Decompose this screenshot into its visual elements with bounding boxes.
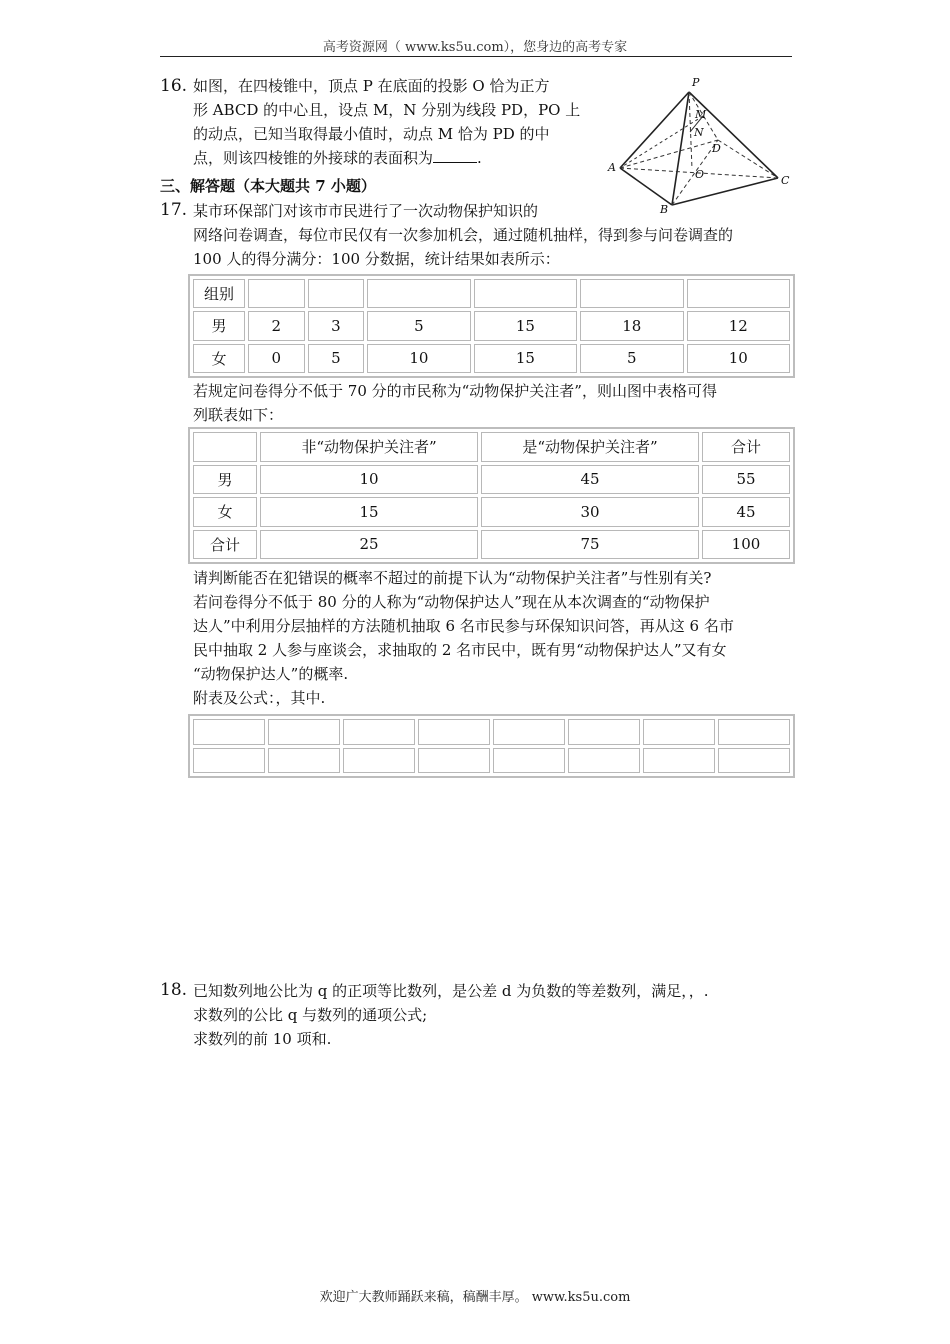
q17-intro-line-2: 网络问卷调查，每位市民仅有一次参加机会，通过随机抽样，得到参与问卷调查的 (193, 226, 734, 244)
q18-line-3: 求数列的前 10 项和. (193, 1030, 332, 1048)
table-cell: 10 (687, 344, 790, 373)
table-cell: 25 (260, 530, 478, 560)
label-o: O (695, 168, 705, 181)
score-table (188, 274, 795, 378)
table-cell: 12 (687, 311, 790, 340)
table-cell: 0 (248, 344, 305, 373)
q17-number: 17. (160, 200, 188, 220)
q18-text (193, 979, 709, 1051)
table-cell: 合计 (193, 530, 257, 560)
table-cell (718, 748, 790, 774)
q17-question-line-3: 达人”中利用分层抽样的方法随机抽取 6 名市民参与环保知识问答，再从这 6 名市 (193, 617, 734, 635)
table-cell: 是“动物保护关注者” (481, 432, 699, 462)
label-a: A (608, 161, 616, 174)
label-c: C (781, 174, 790, 187)
q17-question-line-2: 若问卷得分不低于 80 分的人称为“动物保护达人”现在从本次调查的“动物保护 (193, 593, 710, 611)
pyramid-figure (600, 72, 795, 214)
table-cell (343, 748, 415, 774)
table-cell (418, 719, 490, 745)
q16-line-1: 如图，在四棱锥中，顶点 P 在底面的投影 O 恰为正方 (193, 77, 550, 95)
table-cell (268, 748, 340, 774)
q17-intro (193, 199, 733, 271)
table-cell (643, 719, 715, 745)
table-row (193, 719, 790, 745)
header-divider (160, 56, 792, 57)
table-cell (343, 719, 415, 745)
table-cell: 非“动物保护关注者” (260, 432, 478, 462)
label-p: P (692, 76, 700, 89)
q16-line-4-end: . (477, 149, 482, 167)
table-cell: 男 (193, 465, 257, 495)
critical-value-table (188, 714, 795, 778)
contingency-table (188, 427, 795, 564)
q17-mid-line-2: 列联表如下： (193, 406, 284, 424)
q17-questions (193, 566, 734, 710)
table-cell (248, 279, 305, 308)
label-n: N (694, 126, 704, 139)
table-cell: 女 (193, 344, 245, 373)
q18-line-1: 已知数列地公比为 q 的正项等比数列，是公差 d 为负数的等差数列，满足，，. (193, 982, 709, 1000)
table-cell: 15 (474, 311, 577, 340)
q17-question-line-4: 民中抽取 2 人参与座谈会，求抽取的 2 名市民中，既有男“动物保护达人”又有女 (193, 641, 727, 659)
table-row (193, 311, 790, 340)
table-cell (193, 432, 257, 462)
label-m: M (695, 108, 707, 121)
label-b: B (660, 203, 669, 214)
table-cell: 女 (193, 497, 257, 527)
q17-appendix: 附表及公式：，其中. (193, 689, 326, 707)
table-cell (474, 279, 577, 308)
table-cell: 10 (260, 465, 478, 495)
table-cell (268, 719, 340, 745)
table-cell (493, 719, 565, 745)
table-cell: 5 (308, 344, 365, 373)
table-cell: 组别 (193, 279, 245, 308)
page-footer: 欢迎广大教师踊跃来稿，稿酬丰厚。 www.ks5u.com (319, 1290, 631, 1305)
table-row (193, 530, 790, 560)
table-cell: 3 (308, 311, 365, 340)
q17-mid-line-1: 若规定问卷得分不低于 70 分的市民称为“动物保护关注者”，则山图中表格可得 (193, 382, 717, 400)
q18-line-2: 求数列的公比 q 与数列的通项公式; (193, 1006, 428, 1024)
table-cell (568, 719, 640, 745)
table-row (193, 432, 790, 462)
table-cell: 5 (367, 311, 470, 340)
table-cell: 45 (481, 465, 699, 495)
q18-number: 18. (160, 980, 188, 1000)
q17-question-line-1: 请判断能否在犯错误的概率不超过的前提下认为“动物保护关注者”与性别有关? (193, 569, 712, 587)
table-cell: 男 (193, 311, 245, 340)
table-cell: 15 (474, 344, 577, 373)
q17-mid (193, 379, 717, 427)
table-cell (193, 719, 265, 745)
table-row (193, 344, 790, 373)
q17-intro-line-1: 某市环保部门对该市市民进行了一次动物保护知识的 (193, 202, 539, 220)
table-cell (643, 748, 715, 774)
table-cell (193, 748, 265, 774)
q16-line-3: 的动点，已知当取得最小值时，动点 M 恰为 PD 的中 (193, 125, 550, 143)
table-cell (687, 279, 790, 308)
q17-intro-line-3: 100 人的得分满分：100 分数据，统计结果如表所示： (193, 250, 560, 268)
q16-number: 16. (160, 76, 188, 96)
table-cell: 10 (367, 344, 470, 373)
table-cell: 18 (580, 311, 683, 340)
table-cell: 合计 (702, 432, 790, 462)
table-row (193, 279, 790, 308)
q16-line-4-text: 点，则该四棱锥的外接球的表面积为 (193, 149, 434, 167)
table-cell: 100 (702, 530, 790, 560)
table-row (193, 497, 790, 527)
table-row (193, 748, 790, 774)
q17-question-line-5: “动物保护达人”的概率. (193, 665, 349, 683)
table-cell (367, 279, 470, 308)
table-cell: 15 (260, 497, 478, 527)
label-d: D (712, 142, 721, 155)
table-cell (718, 719, 790, 745)
q16-text (193, 74, 593, 170)
q16-line-2: 形 ABCD 的中心且，设点 M，N 分别为线段 PD，PO 上 (193, 101, 581, 119)
q16-line-4 (193, 146, 593, 170)
section-title: 三、解答题（本大题共 7 小题） (160, 177, 376, 195)
table-row (193, 465, 790, 495)
table-cell: 30 (481, 497, 699, 527)
table-cell: 45 (702, 497, 790, 527)
table-cell: 55 (702, 465, 790, 495)
table-cell (580, 279, 683, 308)
table-cell: 5 (580, 344, 683, 373)
table-cell (493, 748, 565, 774)
table-cell (418, 748, 490, 774)
page-header: 高考资源网（ www.ks5u.com），您身边的高考专家 (322, 40, 628, 55)
table-cell: 75 (481, 530, 699, 560)
table-cell (568, 748, 640, 774)
table-cell (308, 279, 365, 308)
table-cell: 2 (248, 311, 305, 340)
answer-blank (433, 148, 477, 163)
